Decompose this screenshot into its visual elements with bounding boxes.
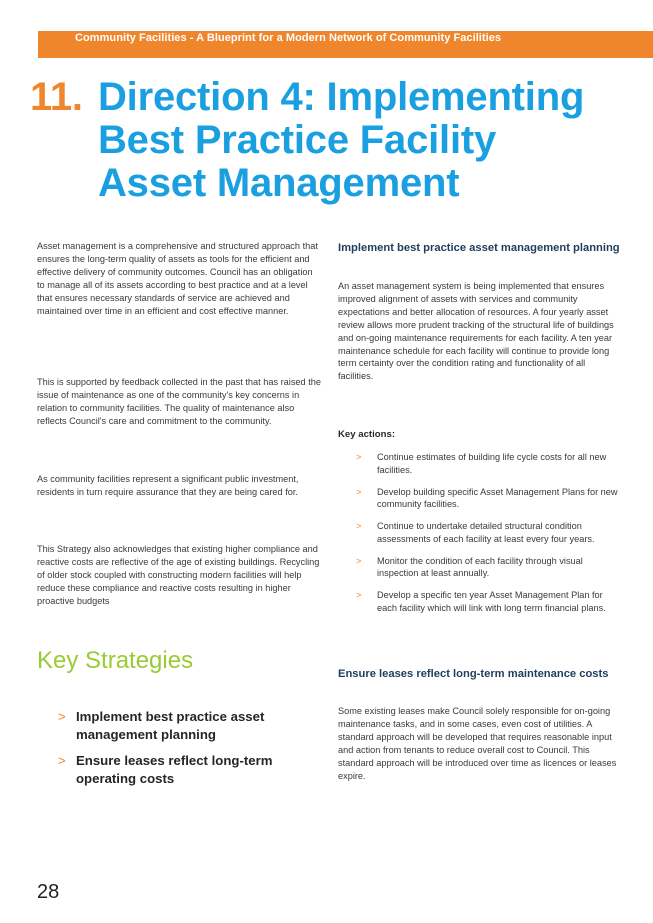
- header-banner: [38, 31, 653, 58]
- investment-paragraph: As community facilities represent a significant public investment, residents in turn require assurance that they are being cared for.: [37, 474, 299, 497]
- action-text: Continue to undertake detailed structural condition assessments of each facility at least every four years.: [377, 521, 595, 544]
- strategy-item: [58, 752, 318, 788]
- key-strategies-heading: Key Strategies: [37, 647, 194, 674]
- feedback-paragraph: This is supported by feedback collected in the past that has raised the issue of maintenance as one of the community's key concerns in relation to community facilities. The quality of maintenance also reflects Council's care and commitment to the community.: [37, 377, 321, 426]
- header-banner-text: Community Facilities - A Blueprint for a Modern Network of Community Facilities: [75, 32, 502, 44]
- action-text: Develop a specific ten year Asset Management Plan for each facility which will link with long term financial plans.: [377, 590, 606, 613]
- chevron-right-icon: >: [356, 590, 362, 600]
- title-line-3: Asset Management: [98, 161, 460, 205]
- chevron-right-icon: >: [58, 709, 66, 724]
- action-text: Develop building specific Asset Management Plans for new community facilities.: [377, 486, 618, 509]
- action-text: Monitor the condition of each facility through visual inspection at least annually.: [377, 555, 583, 578]
- strategy-item: [58, 708, 318, 744]
- chevron-right-icon: >: [356, 452, 362, 462]
- action-text: Continue estimates of building life cycle costs for all new facilities.: [377, 452, 607, 475]
- asset-planning-paragraph: An asset management system is being implemented that ensures improved alignment of assets with services and community expectations and better allocation of resources. A four yearly asset review allows more prudent tracking of the structural life of buildings and on-going maintenance requirements for each facility. A ten year maintenance schedule for each facility will continue to provide long term certainty over the condition rating and functionality of all facilities.: [338, 281, 614, 382]
- list-item: [356, 451, 620, 476]
- page-number: 28: [37, 881, 60, 903]
- compliance-paragraph: This Strategy also acknowledges that existing higher compliance and reactive costs are reflective of the age of existing buildings. Recycling of older stock coupled with constructing modern facilities will help reduce these compliance and reactive costs resulting in higher proactive budgets: [37, 544, 320, 606]
- title-text-line-1: Direction 4: Implementing: [98, 75, 585, 119]
- list-item: [356, 520, 620, 545]
- list-item: [356, 589, 620, 614]
- chevron-right-icon: >: [356, 555, 362, 566]
- key-actions-label: Key actions:: [338, 429, 396, 440]
- list-item: [356, 555, 620, 580]
- intro-paragraph: Asset management is a comprehensive and structured approach that ensures the long-term quality of assets as tools for the efficient and effective delivery of community outcomes. Council has an obligation to manage all of its assets according to best practice and at a level that ensures necessary standards of service are achieved and maintained over time in an efficient and cost effective manner.: [37, 241, 318, 316]
- chevron-right-icon: >: [356, 521, 362, 531]
- asset-planning-heading: Implement best practice asset management planning: [338, 242, 620, 254]
- chevron-right-icon: >: [356, 486, 362, 497]
- leases-paragraph: Some existing leases make Council solely responsible for on-going maintenance tasks, and in some cases, even cost of utilities. A standard approach will be developed that requires reasonable input and action from tenants to reduce overall cost to Council. This standard approach will be introduced over time as licences or leases expire.: [338, 706, 617, 781]
- section-number: 11.: [30, 75, 83, 119]
- strategy-text: Ensure leases reflect long-term operating costs: [76, 753, 273, 786]
- key-actions-list: [356, 451, 620, 624]
- list-item: [356, 486, 620, 511]
- leases-heading: Ensure leases reflect long-term maintenance costs: [338, 668, 609, 680]
- title-line-2: Best Practice Facility: [98, 118, 497, 162]
- chevron-right-icon: >: [58, 753, 66, 768]
- strategy-text: Implement best practice asset management planning: [76, 709, 265, 742]
- page-title: [30, 76, 650, 205]
- title-line-1: [30, 76, 650, 119]
